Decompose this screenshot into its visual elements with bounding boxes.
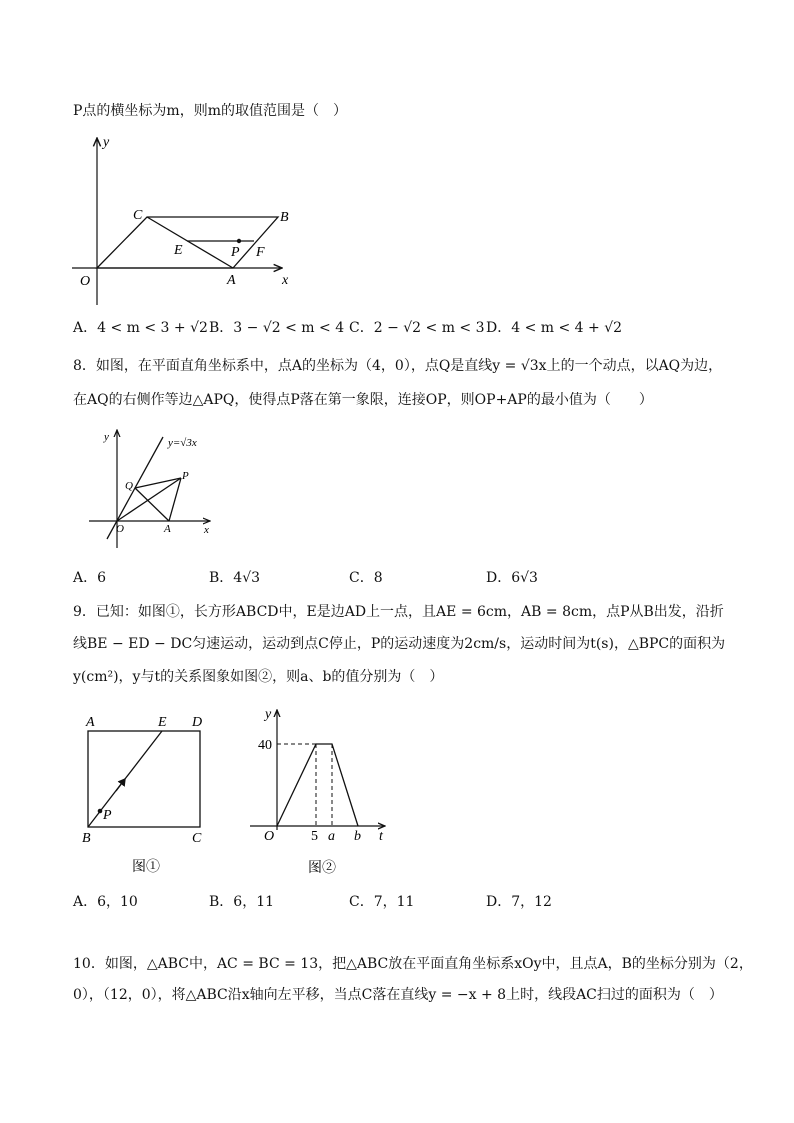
q8-label-o: O — [116, 523, 124, 535]
q7-label-f: F — [256, 245, 265, 260]
q8-label-a: A — [164, 523, 171, 535]
q9-option-b[interactable]: B．6，11 — [209, 894, 275, 910]
q9-option-d[interactable]: D．7，12 — [486, 894, 552, 910]
q7-option-c[interactable]: C．2 − √2 < m < 3 — [349, 320, 485, 336]
q9-label-p: P — [103, 808, 112, 823]
q9-graph-label-40: 40 — [258, 738, 272, 753]
q9-caption-2: 图② — [308, 861, 336, 876]
q8-option-d[interactable]: D．6√3 — [486, 570, 538, 586]
q7-point-p — [237, 239, 241, 243]
q7-label-x: x — [282, 273, 289, 288]
q9-line-3: y(cm²)，y与t的关系图象如图②，则a、b的值分别为（ ） — [73, 669, 444, 685]
q8-line-2: 在AQ的右侧作等边△APQ，使得点P落在第一象限，连接OP，则OP+AP的最小值为（ ） — [73, 392, 653, 408]
q8-option-a[interactable]: A．6 — [73, 570, 107, 586]
q7-label-b: B — [280, 210, 289, 225]
q9-graph-label-5: 5 — [311, 829, 318, 844]
q7-label-c: C — [133, 208, 143, 223]
q9-figure-2 — [250, 700, 400, 880]
q9-caption-1: 图① — [132, 860, 160, 875]
q9-graph-label-o: O — [264, 829, 275, 844]
q9-graph-label-b: b — [354, 829, 361, 844]
q7-option-b[interactable]: B．3 − √2 < m < 4 — [209, 320, 345, 336]
q9-line-2: 线BE − ED − DC匀速运动，运动到点C停止，P的运动速度为2cm/s，运动时间为t(s)，△BPC的面积为 — [73, 636, 726, 652]
q9-graph-label-y: y — [265, 707, 272, 722]
q7-label-y: y — [103, 135, 110, 150]
q10-line-2: 0），（12，0），将△ABC沿x轴向左平移，当点C落在直线y = −x + 8上时，线段AC扫过的面积为（ ） — [73, 987, 723, 1003]
q9-label-e: E — [158, 715, 167, 730]
q7-label-a: A — [227, 273, 236, 288]
q8-option-c[interactable]: C．8 — [349, 570, 383, 586]
q9-graph-area-curve — [277, 744, 358, 826]
q9-figure-1 — [80, 708, 210, 878]
q9-graph-label-a: a — [328, 829, 335, 844]
q7-label-p: P — [231, 245, 240, 260]
q7-parallelogram-ocba — [97, 217, 278, 268]
q7-label-e: E — [174, 243, 183, 258]
q10-line-1: 10．如图，△ABC中，AC = BC = 13，把△ABC放在平面直角坐标系xOy中，且点A，B的坐标分别为（2， — [73, 956, 753, 972]
q9-option-a[interactable]: A．6，10 — [73, 894, 138, 910]
q9-label-d: D — [192, 715, 203, 730]
q9-graph-label-t: t — [379, 829, 383, 844]
q7-figure — [70, 130, 300, 310]
q7-option-d[interactable]: D．4 < m < 4 + √2 — [486, 320, 623, 336]
q8-label-q: Q — [125, 480, 133, 492]
q8-label-y: y — [104, 431, 109, 443]
q9-label-b: B — [82, 831, 91, 846]
q7-stem: P点的横坐标为m，则m的取值范围是（ ） — [73, 103, 347, 119]
q7-label-o: O — [80, 274, 91, 289]
q8-label-p: P — [182, 470, 189, 482]
q9-line-1: 9．已知：如图①，长方形ABCD中，E是边AD上一点，且AE = 6cm，AB = 8cm，点P从B出发，沿折 — [73, 604, 724, 620]
q8-label-line: y=√3x — [168, 437, 197, 449]
q7-segment-ca — [147, 217, 233, 268]
q8-segment-qa — [135, 488, 169, 521]
q9-option-c[interactable]: C．7，11 — [349, 894, 415, 910]
q9-direction-arrow — [116, 779, 125, 791]
q9-label-c: C — [192, 831, 202, 846]
q8-option-b[interactable]: B．4√3 — [209, 570, 261, 586]
q9-label-a: A — [86, 715, 95, 730]
q8-line-1: 8．如图，在平面直角坐标系中，点A的坐标为（4，0），点Q是直线y = √3x上的一个动点，以AQ为边， — [73, 358, 723, 374]
q8-label-x: x — [204, 524, 209, 536]
q9-point-p — [98, 809, 103, 814]
q7-option-a[interactable]: A．4 < m < 3 + √2 — [73, 320, 208, 336]
q8-figure — [86, 425, 216, 550]
